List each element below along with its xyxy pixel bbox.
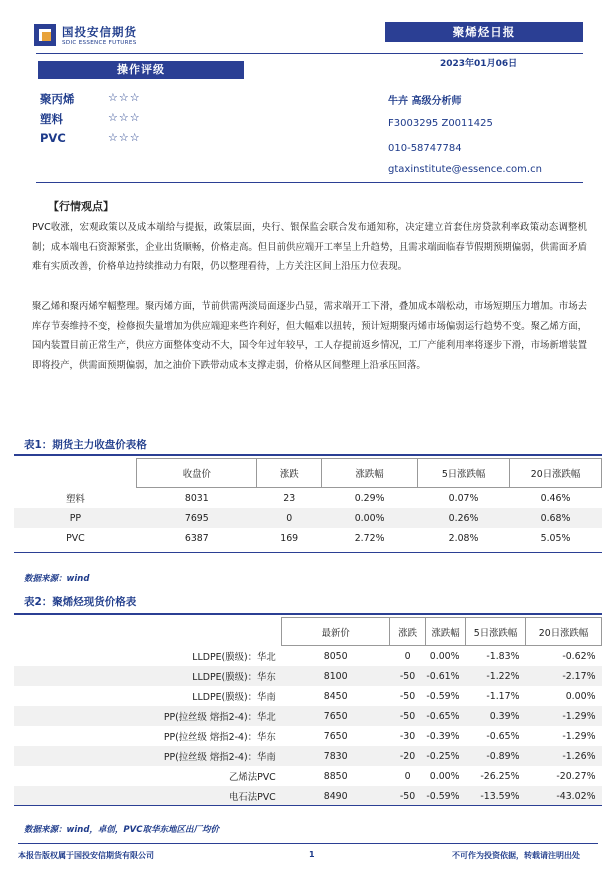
table-cell: -1.26% (526, 746, 602, 766)
table-cell: 8031 (184, 492, 209, 504)
table-header: 20日涨跌幅 (510, 459, 602, 488)
table-cell: -20.27% (556, 770, 596, 782)
table-cell: -0.61% (426, 666, 466, 686)
market-view-paragraph: 聚乙烯和聚丙烯窄幅整理。聚丙烯方面，节前供需两淡局面逐步凸显，需求端开工下滑，叠加成本端松动，市场短期压力增加。市场去库存节奏维持不变，检修损失量增加为供应端迎来些许利好，但大幅难以扭转，预计短期聚丙烯市场偏弱运行趋势不变。聚乙烯方面，国内装置目前正常生产，供应方面整体变动不大，国令年过年较早，工人存提前返乡情况，工厂产能利用率将逐步下滑，市场新增装置即将投产，供需面预期偏弱，加之油价下跌带动成本支撑走弱，价格从区间整理上沿承压回落。 (32, 301, 587, 371)
futures-close-table (14, 458, 602, 548)
report-title: 聚烯烃日报 (385, 22, 583, 42)
table-cell: 0.29% (354, 492, 385, 504)
table-row (14, 528, 602, 548)
table-cell: -20 (390, 746, 426, 766)
table-cell: -43.02% (526, 786, 602, 806)
spot-price-table (14, 617, 602, 806)
table-cell: 0.00% (429, 770, 460, 782)
table-cell: 169 (280, 532, 299, 544)
logo-subtext: SDIC ESSENCE FUTURES (62, 40, 137, 46)
table1-bottom-rule (14, 552, 602, 553)
table-cell: 电石法PVC (14, 786, 282, 806)
table-cell: -13.59% (466, 786, 526, 806)
table-cell: -26.25% (480, 770, 520, 782)
market-view-heading: 【行情观点】 (48, 200, 114, 213)
table-cell: 0 (404, 770, 411, 782)
table-header: 涨跌 (257, 459, 322, 488)
table-cell: 7650 (323, 730, 348, 742)
table-cell: 0.68% (510, 508, 602, 528)
table-cell: -0.59% (426, 690, 460, 702)
table-cell: -1.17% (486, 690, 520, 702)
table-cell: LLDPE(膜级)：华北 (192, 651, 276, 663)
analyst-name: 牛卉 高级分析师 (388, 96, 462, 107)
rating-name: 聚丙烯 (40, 92, 75, 106)
table-row (14, 508, 602, 528)
table-cell: LLDPE(膜级)：华南 (192, 692, 276, 703)
table-cell: -1.22% (466, 666, 526, 686)
table-cell: 8050 (323, 650, 348, 662)
table-cell: -50 (390, 786, 426, 806)
table-cell: -0.65% (426, 706, 466, 726)
table-row (14, 766, 602, 786)
footer-disclaimer: 不可作为投资依据，转载请注明出处 (452, 851, 580, 860)
rating-heading: 操作评级 (38, 61, 244, 79)
table-cell: 2.08% (448, 532, 479, 544)
table-header (14, 459, 137, 488)
star-icon: ☆☆☆ (108, 111, 141, 124)
table-row (14, 488, 602, 509)
table-cell: -1.83% (486, 650, 520, 662)
header-divider (36, 53, 583, 54)
table-cell: -0.65% (486, 730, 520, 742)
table2-source: 数据来源：wind，卓创，PVC取华东地区出厂均价 (24, 825, 219, 835)
rating-name: 塑料 (40, 112, 63, 126)
table-header-row (14, 618, 602, 646)
analyst-phone: 010-58747784 (388, 143, 462, 154)
footer-copyright: 本报告版权属于国投安信期货有限公司 (18, 851, 154, 860)
rating-name: PVC (40, 131, 66, 145)
table-cell: PP (14, 508, 137, 528)
logo-text: 国投安信期货 (62, 25, 137, 39)
table-cell: -2.17% (526, 666, 602, 686)
table-cell: 8450 (323, 690, 348, 702)
table-header: 20日涨跌幅 (526, 618, 602, 646)
table-cell: 2.72% (354, 532, 385, 544)
table-header: 涨跌 (390, 618, 426, 646)
table-cell: 0.39% (466, 706, 526, 726)
table-cell: -0.62% (562, 650, 596, 662)
table-cell: 7695 (137, 508, 257, 528)
analyst-license: F3003295 Z0011425 (388, 118, 493, 129)
star-icon: ☆☆☆ (108, 131, 141, 144)
table-cell: 23 (283, 492, 296, 504)
table-cell: -50 (390, 666, 426, 686)
table1-source: 数据来源：wind (24, 574, 90, 584)
table-cell: -1.29% (526, 706, 602, 726)
table-cell: 0.00% (565, 690, 596, 702)
table-header: 5日涨跌幅 (418, 459, 510, 488)
table-header: 涨跌幅 (322, 459, 418, 488)
table-cell: -50 (399, 690, 416, 702)
table-cell: -1.29% (562, 730, 596, 742)
table-cell: 8100 (282, 666, 390, 686)
table-header: 收盘价 (137, 459, 257, 488)
table1-rule (14, 454, 602, 456)
footer-divider (18, 843, 598, 844)
table1-title: 表1：期货主力收盘价表格 (24, 439, 147, 451)
table-cell: -0.25% (426, 746, 466, 766)
table-cell: -30 (399, 730, 416, 742)
table-row (14, 666, 602, 686)
table-cell: 7650 (282, 706, 390, 726)
table2-rule (14, 613, 602, 615)
table-cell: 0 (257, 508, 322, 528)
table-header: 最新价 (282, 618, 390, 646)
table-cell: 0.46% (540, 492, 571, 504)
table-cell: -0.89% (466, 746, 526, 766)
table-cell: 乙烯法PVC (228, 772, 276, 783)
table-row (14, 746, 602, 766)
section-divider (36, 182, 583, 183)
table2-bottom-rule (14, 805, 602, 806)
table-cell: PP(拉丝级 熔指2-4)：华北 (14, 706, 282, 726)
table-row (14, 686, 602, 706)
company-logo-icon (34, 24, 56, 46)
table-cell: 5.05% (540, 532, 571, 544)
table-cell: 0.26% (418, 508, 510, 528)
table-cell: PP(拉丝级 熔指2-4)：华南 (14, 746, 282, 766)
market-view-paragraph: PVC收涨，宏观政策以及成本端给与提振，政策层面，央行、银保监会联合发布通知称，决定建立首套住房贷款利率政策动态调整机制；成本端电石资源紧张，企业出货顺畅，价格走高。但目前供应端开工率呈上升趋势，且需求端面临春节假期预期偏弱，供需面矛盾难有实质改善，价格单边持续推动力有限，仍以整理看待，上方关注区间上沿压力位表现。 (32, 222, 587, 273)
table-header: 涨跌幅 (426, 618, 466, 646)
table-cell: 0.00% (322, 508, 418, 528)
table-cell: 8490 (282, 786, 390, 806)
table-cell: LLDPE(膜级)：华东 (14, 666, 282, 686)
table-header-row (14, 459, 602, 488)
table-cell: 0 (404, 650, 411, 662)
table-cell: 塑料 (66, 493, 85, 505)
report-date: 2023年01月06日 (440, 59, 518, 69)
table-row (14, 646, 602, 667)
table-cell: 8850 (323, 770, 348, 782)
table-cell: PVC (66, 532, 85, 544)
table-cell: -0.59% (426, 786, 466, 806)
table-header (14, 618, 282, 646)
table-header: 5日涨跌幅 (466, 618, 526, 646)
star-icon: ☆☆☆ (108, 91, 141, 104)
analyst-email[interactable]: gtaxinstitute@essence.com.cn (388, 164, 542, 175)
table-row (14, 786, 602, 806)
table-cell: 0.07% (448, 492, 479, 504)
table-cell: 6387 (184, 532, 209, 544)
table2-title: 表2：聚烯烃现货价格表 (24, 596, 137, 608)
table-row (14, 706, 602, 726)
table-cell: -50 (390, 706, 426, 726)
table-cell: PP(拉丝级 熔指2-4)：华东 (163, 732, 276, 743)
page-number: 1 (309, 850, 315, 859)
table-cell: 0.00% (429, 650, 460, 662)
table-cell: 7830 (282, 746, 390, 766)
table-cell: -0.39% (426, 730, 460, 742)
table-row (14, 726, 602, 746)
